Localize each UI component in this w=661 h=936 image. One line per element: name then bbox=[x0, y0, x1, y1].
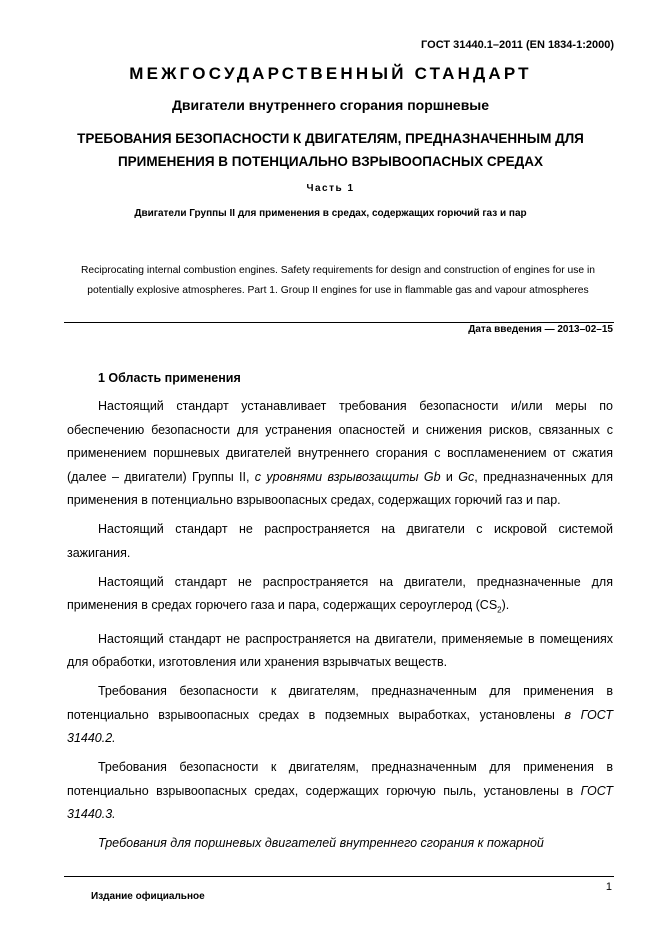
text-italic: Требования для поршневых двигателей внутреннего сгорания к пожарной bbox=[98, 836, 544, 850]
paragraph-4: Настоящий стандарт не распространяется на двигатели, применяемые в помещениях для обработки, изготовления или хранения взрывчатых веществ. bbox=[67, 631, 613, 669]
paragraph-3 bbox=[67, 571, 613, 623]
edition-label: Издание официальное bbox=[91, 891, 205, 902]
text-span: , предназначенных для применения в потенциально взрывоопасных средах, содержащих горючий газ и пар. bbox=[67, 469, 613, 507]
document-caps-title: ТРЕБОВАНИЯ БЕЗОПАСНОСТИ К ДВИГАТЕЛЯМ, ПРЕДНАЗНАЧЕННЫМ ДЛЯ ПРИМЕНЕНИЯ В ПОТЕНЦИАЛЬНО ВЗРЫВООПАСНЫХ СРЕДАХ bbox=[77, 131, 584, 169]
section-body bbox=[67, 395, 613, 861]
introduction-date: Дата введения — 2013–02–15 bbox=[468, 324, 613, 335]
text-span: Требования безопасности к двигателям, предназначенным для применения в потенциально взрывоопасных средах, содержащих горючую пыль, установлены в bbox=[67, 760, 613, 798]
text-span: и bbox=[440, 469, 459, 484]
subscript: 2 bbox=[497, 605, 502, 615]
text-span: Настоящий стандарт не распространяется на двигатели, предназначенные для применения в средах горючего газа и пара, содержащих сероуглерод (CS bbox=[67, 574, 613, 612]
text-italic: с уровнями взрывозащиты Gb bbox=[254, 469, 441, 484]
paragraph-6 bbox=[67, 756, 613, 827]
paragraph-5 bbox=[67, 680, 613, 751]
title-divider bbox=[64, 322, 614, 323]
paragraph-2: Настоящий стандарт не распространяется на двигатели с искровой системой зажигания. bbox=[67, 522, 613, 560]
document-main-title: МЕЖГОСУДАРСТВЕННЫЙ СТАНДАРТ bbox=[129, 64, 532, 83]
text-span: Требования безопасности к двигателям, предназначенным для применения в потенциально взрывоопасных средах в подземных выработках, установлены bbox=[67, 684, 613, 722]
paragraph-7 bbox=[67, 832, 613, 856]
text-italic: ГОСТ 31440.3. bbox=[67, 783, 613, 821]
page-number: 1 bbox=[605, 881, 612, 893]
document-subtitle: Двигатели внутреннего сгорания поршневые bbox=[171, 97, 490, 113]
section-heading: 1 Область применения bbox=[98, 371, 241, 385]
footer-divider bbox=[64, 876, 614, 877]
text-span: Настоящий стандарт устанавливает требования безопасности и/или меры по обеспечению безопасности для устранения опасностей и снижения рисков, связанных с применением поршневых двигателей внутреннего сгорания с воспламенением от сжатия (далее – двигатели) Группы II, bbox=[67, 399, 613, 484]
english-title: Reciprocating internal combustion engines. Safety requirements for design and construction of engines for use in potentially explosive atmospheres. Part 1. Group II engines for use in flammable gas and vapour atmospheres bbox=[81, 265, 595, 296]
text-span: ). bbox=[501, 598, 510, 612]
part-label: Часть 1 bbox=[306, 183, 355, 194]
text-italic: Gc bbox=[458, 469, 475, 484]
text-italic: в ГОСТ 31440.2. bbox=[67, 707, 613, 745]
standard-code: ГОСТ 31440.1–2011 (EN 1834-1:2000) bbox=[421, 39, 614, 51]
paragraph-1 bbox=[67, 395, 613, 513]
part-name: Двигатели Группы II для применения в средах, содержащих горючий газ и пар bbox=[134, 208, 527, 219]
